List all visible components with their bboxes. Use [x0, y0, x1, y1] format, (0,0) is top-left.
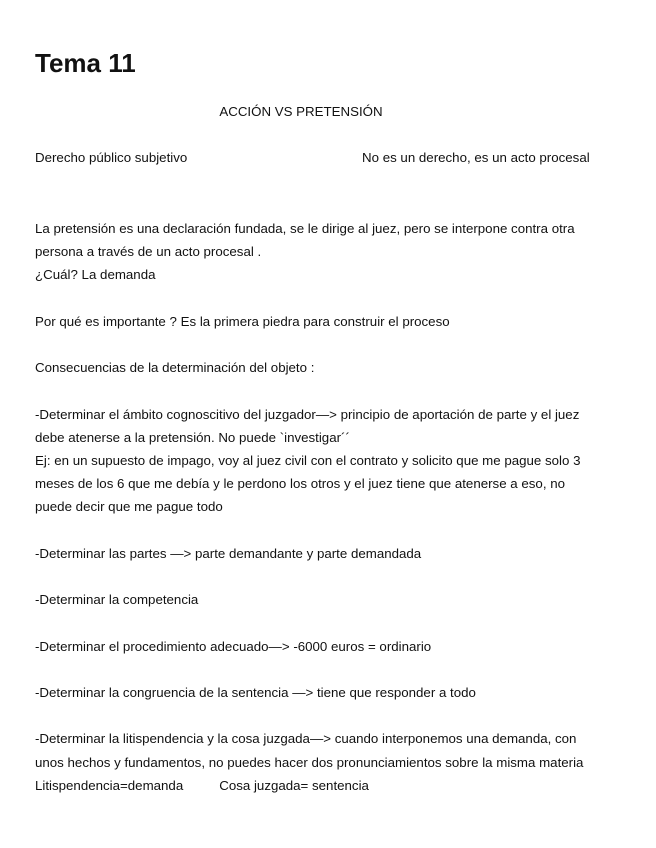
text-line: puede decir que me pague todo	[35, 499, 223, 515]
litispendencia-label: Litispendencia=demanda	[35, 777, 184, 793]
text-line	[35, 774, 625, 797]
text-line: Por qué es importante ? Es la primera piedra para construir el proceso	[35, 313, 450, 329]
text-line: -Determinar la competencia	[35, 592, 199, 608]
text-line: Ej: en un supuesto de impago, voy al juez civil con el contrato y solicito que me pague solo 3	[35, 452, 581, 468]
section-heading: ACCIÓN VS PRETENSIÓN	[219, 104, 383, 119]
text-line: ¿Cuál? La demanda	[35, 267, 156, 283]
text-line: persona a través de un acto procesal .	[35, 244, 262, 260]
text-line: -Determinar la congruencia de la sentencia —> tiene que responder a todo	[35, 684, 476, 700]
text-line: -Determinar el procedimiento adecuado—> -6000 euros = ordinario	[35, 638, 432, 654]
text-line: debe atenerse a la pretensión. No puede `investigar´´	[35, 429, 350, 445]
comparison-left: Derecho público subjetivo	[35, 150, 188, 165]
text-line: Consecuencias de la determinación del objeto :	[35, 360, 315, 376]
text-line: La pretensión es una declaración fundada, se le dirige al juez, pero se interpone contra otra	[35, 221, 575, 236]
comparison-right: No es un derecho, es un acto procesal	[362, 150, 590, 165]
text-line: -Determinar la litispendencia y la cosa juzgada—> cuando interponemos una demanda, con	[35, 731, 577, 747]
text-line: -Determinar el ámbito cognoscitivo del juzgador—> principio de aportación de parte y el juez	[35, 406, 580, 422]
document-body	[35, 217, 625, 797]
page-title: Tema 11	[35, 48, 136, 78]
cosa-juzgada-label: Cosa juzgada= sentencia	[219, 777, 369, 793]
text-line: -Determinar las partes —> parte demandante y parte demandada	[35, 545, 422, 561]
text-line: meses de los 6 que me debía y le perdono los otros y el juez tiene que atenerse a eso, no	[35, 476, 565, 492]
text-line: unos hechos y fundamentos, no puedes hacer dos pronunciamientos sobre la misma materia	[35, 754, 584, 770]
